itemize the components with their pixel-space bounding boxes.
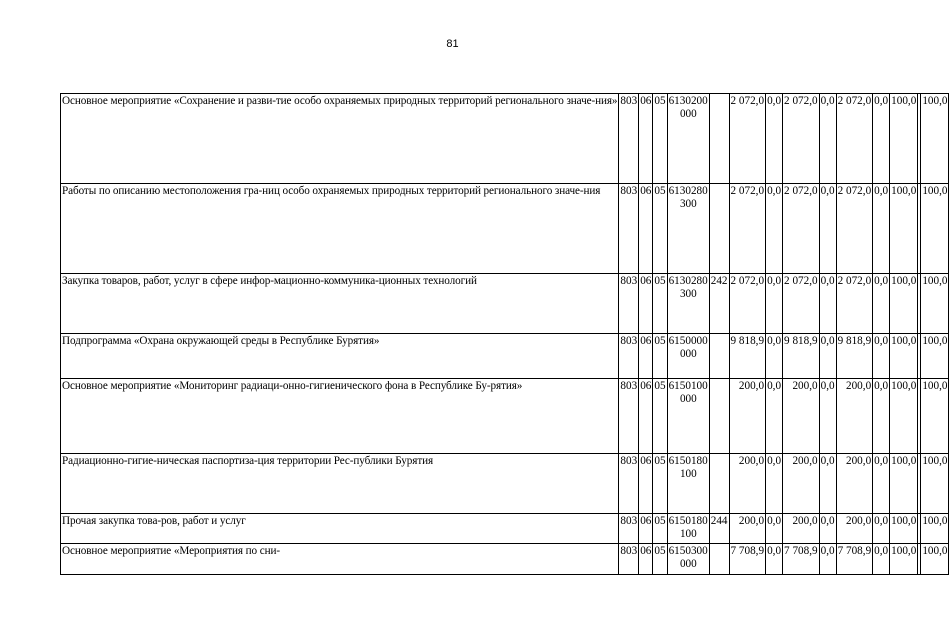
section-code-cell: 06 — [639, 514, 653, 544]
target-article-code: 6150100 — [668, 380, 708, 392]
row-name-cell: Радиационно-гигие-ническая паспортиза-ция территории Рес-публики Бурятия — [61, 454, 619, 514]
approved-federal-cell: 0,0 — [819, 544, 836, 575]
section-code-cell: 06 — [639, 544, 653, 575]
target-article-code: 6130280 — [668, 185, 708, 197]
plan-amount-cell: 2 072,0 — [729, 184, 766, 274]
target-article-cell — [667, 274, 709, 334]
executed-amount-cell: 7 708,9 — [836, 544, 873, 575]
executed-amount-cell: 2 072,0 — [836, 274, 873, 334]
expense-type-cell — [709, 94, 729, 184]
plan-amount-cell: 2 072,0 — [729, 274, 766, 334]
executed-amount-cell: 200,0 — [836, 514, 873, 544]
target-article-cell — [667, 544, 709, 575]
section-code-cell: 06 — [639, 454, 653, 514]
target-article-code-suffix: 100 — [679, 528, 697, 541]
plan-amount-cell: 2 072,0 — [729, 94, 766, 184]
plan-federal-cell: 0,0 — [766, 379, 783, 454]
subsection-code-cell: 05 — [653, 544, 667, 575]
expense-type-cell — [709, 334, 729, 379]
section-code-cell: 06 — [639, 184, 653, 274]
approved-federal-cell: 0,0 — [819, 184, 836, 274]
percent-approved-cell: 100,0 — [921, 274, 949, 334]
approved-amount-cell: 200,0 — [783, 454, 820, 514]
percent-plan-cell: 100,0 — [890, 454, 918, 514]
grbs-code-cell: 803 — [619, 94, 639, 184]
plan-federal-cell: 0,0 — [766, 334, 783, 379]
target-article-cell — [667, 379, 709, 454]
row-name-cell: Прочая закупка това-ров, работ и услуг — [61, 514, 619, 544]
plan-federal-cell: 0,0 — [766, 454, 783, 514]
grbs-code-cell: 803 — [619, 454, 639, 514]
approved-federal-cell: 0,0 — [819, 94, 836, 184]
target-article-cell — [667, 94, 709, 184]
plan-federal-cell: 0,0 — [766, 274, 783, 334]
target-article-code-suffix: 000 — [679, 108, 697, 121]
table-row — [61, 544, 949, 575]
grbs-code-cell: 803 — [619, 544, 639, 575]
subsection-code-cell: 05 — [653, 379, 667, 454]
plan-amount-cell: 7 708,9 — [729, 544, 766, 575]
executed-amount-cell: 2 072,0 — [836, 94, 873, 184]
section-code-cell: 06 — [639, 334, 653, 379]
grbs-code-cell: 803 — [619, 379, 639, 454]
table-row — [61, 454, 949, 514]
percent-plan-cell: 100,0 — [890, 184, 918, 274]
target-article-code-suffix: 000 — [679, 348, 697, 361]
expense-type-cell — [709, 379, 729, 454]
approved-amount-cell: 200,0 — [783, 379, 820, 454]
page-number: 81 — [446, 38, 459, 50]
percent-plan-cell: 100,0 — [890, 379, 918, 454]
executed-federal-cell: 0,0 — [873, 379, 890, 454]
percent-approved-cell: 100,0 — [921, 514, 949, 544]
percent-plan-cell: 100,0 — [890, 544, 918, 575]
expense-type-cell — [709, 544, 729, 575]
budget-table — [60, 93, 949, 575]
target-article-code-suffix: 000 — [679, 393, 697, 406]
target-article-code-suffix: 000 — [679, 558, 697, 571]
approved-federal-cell: 0,0 — [819, 274, 836, 334]
percent-approved-cell: 100,0 — [921, 184, 949, 274]
plan-federal-cell: 0,0 — [766, 514, 783, 544]
row-name-cell: Основное мероприятие «Сохранение и разви-тие особо охраняемых природных территорий регионального значе-ния» — [61, 94, 619, 184]
table-row — [61, 379, 949, 454]
approved-amount-cell: 2 072,0 — [783, 274, 820, 334]
target-article-code: 6150180 — [668, 515, 708, 527]
percent-plan-cell: 100,0 — [890, 514, 918, 544]
grbs-code-cell: 803 — [619, 274, 639, 334]
approved-federal-cell: 0,0 — [819, 454, 836, 514]
table-row — [61, 184, 949, 274]
executed-federal-cell: 0,0 — [873, 334, 890, 379]
section-code-cell: 06 — [639, 94, 653, 184]
subsection-code-cell: 05 — [653, 94, 667, 184]
target-article-cell — [667, 514, 709, 544]
target-article-code: 6130280 — [668, 275, 708, 287]
target-article-code: 6130200 — [668, 95, 708, 107]
executed-federal-cell: 0,0 — [873, 184, 890, 274]
subsection-code-cell: 05 — [653, 454, 667, 514]
plan-federal-cell: 0,0 — [766, 184, 783, 274]
table-row — [61, 94, 949, 184]
target-article-code-suffix: 300 — [679, 288, 697, 301]
row-name-cell: Подпрограмма «Охрана окружающей среды в Республике Бурятия» — [61, 334, 619, 379]
approved-amount-cell: 9 818,9 — [783, 334, 820, 379]
approved-amount-cell: 200,0 — [783, 514, 820, 544]
expense-type-cell — [709, 184, 729, 274]
approved-amount-cell: 2 072,0 — [783, 184, 820, 274]
target-article-code: 6150000 — [668, 335, 708, 347]
row-name-cell: Работы по описанию местоположения гра-ниц особо охраняемых природных территорий регионального значе-ния — [61, 184, 619, 274]
subsection-code-cell: 05 — [653, 274, 667, 334]
target-article-cell — [667, 184, 709, 274]
executed-federal-cell: 0,0 — [873, 454, 890, 514]
executed-amount-cell: 200,0 — [836, 454, 873, 514]
percent-approved-cell: 100,0 — [921, 454, 949, 514]
plan-amount-cell: 9 818,9 — [729, 334, 766, 379]
executed-federal-cell: 0,0 — [873, 94, 890, 184]
executed-amount-cell: 2 072,0 — [836, 184, 873, 274]
target-article-cell — [667, 334, 709, 379]
percent-plan-cell: 100,0 — [890, 334, 918, 379]
approved-federal-cell: 0,0 — [819, 334, 836, 379]
section-code-cell: 06 — [639, 274, 653, 334]
executed-federal-cell: 0,0 — [873, 274, 890, 334]
target-article-code: 6150300 — [668, 545, 708, 557]
row-name-cell: Закупка товаров, работ, услуг в сфере инфор-мационно-коммуника-ционных технологий — [61, 274, 619, 334]
expense-type-cell — [709, 454, 729, 514]
expense-type-cell: 242 — [709, 274, 729, 334]
row-name-cell: Основное мероприятие «Мониторинг радиаци-онно-гигиенического фона в Республике Бу-рятия» — [61, 379, 619, 454]
subsection-code-cell: 05 — [653, 514, 667, 544]
approved-amount-cell: 2 072,0 — [783, 94, 820, 184]
executed-federal-cell: 0,0 — [873, 544, 890, 575]
expense-type-cell: 244 — [709, 514, 729, 544]
grbs-code-cell: 803 — [619, 334, 639, 379]
table-row — [61, 334, 949, 379]
percent-approved-cell: 100,0 — [921, 379, 949, 454]
percent-approved-cell: 100,0 — [921, 334, 949, 379]
section-code-cell: 06 — [639, 379, 653, 454]
percent-plan-cell: 100,0 — [890, 274, 918, 334]
row-name-cell: Основное мероприятие «Мероприятия по сни- — [61, 544, 619, 575]
table-row — [61, 274, 949, 334]
approved-amount-cell: 7 708,9 — [783, 544, 820, 575]
target-article-cell — [667, 454, 709, 514]
executed-amount-cell: 9 818,9 — [836, 334, 873, 379]
target-article-code-suffix: 100 — [679, 468, 697, 481]
table-row — [61, 514, 949, 544]
grbs-code-cell: 803 — [619, 184, 639, 274]
executed-federal-cell: 0,0 — [873, 514, 890, 544]
approved-federal-cell: 0,0 — [819, 514, 836, 544]
executed-amount-cell: 200,0 — [836, 379, 873, 454]
grbs-code-cell: 803 — [619, 514, 639, 544]
plan-federal-cell: 0,0 — [766, 544, 783, 575]
target-article-code: 6150180 — [668, 455, 708, 467]
percent-approved-cell: 100,0 — [921, 94, 949, 184]
plan-amount-cell: 200,0 — [729, 454, 766, 514]
plan-amount-cell: 200,0 — [729, 514, 766, 544]
approved-federal-cell: 0,0 — [819, 379, 836, 454]
subsection-code-cell: 05 — [653, 184, 667, 274]
percent-approved-cell: 100,0 — [921, 544, 949, 575]
target-article-code-suffix: 300 — [679, 198, 697, 211]
subsection-code-cell: 05 — [653, 334, 667, 379]
plan-federal-cell: 0,0 — [766, 94, 783, 184]
percent-plan-cell: 100,0 — [890, 94, 918, 184]
plan-amount-cell: 200,0 — [729, 379, 766, 454]
